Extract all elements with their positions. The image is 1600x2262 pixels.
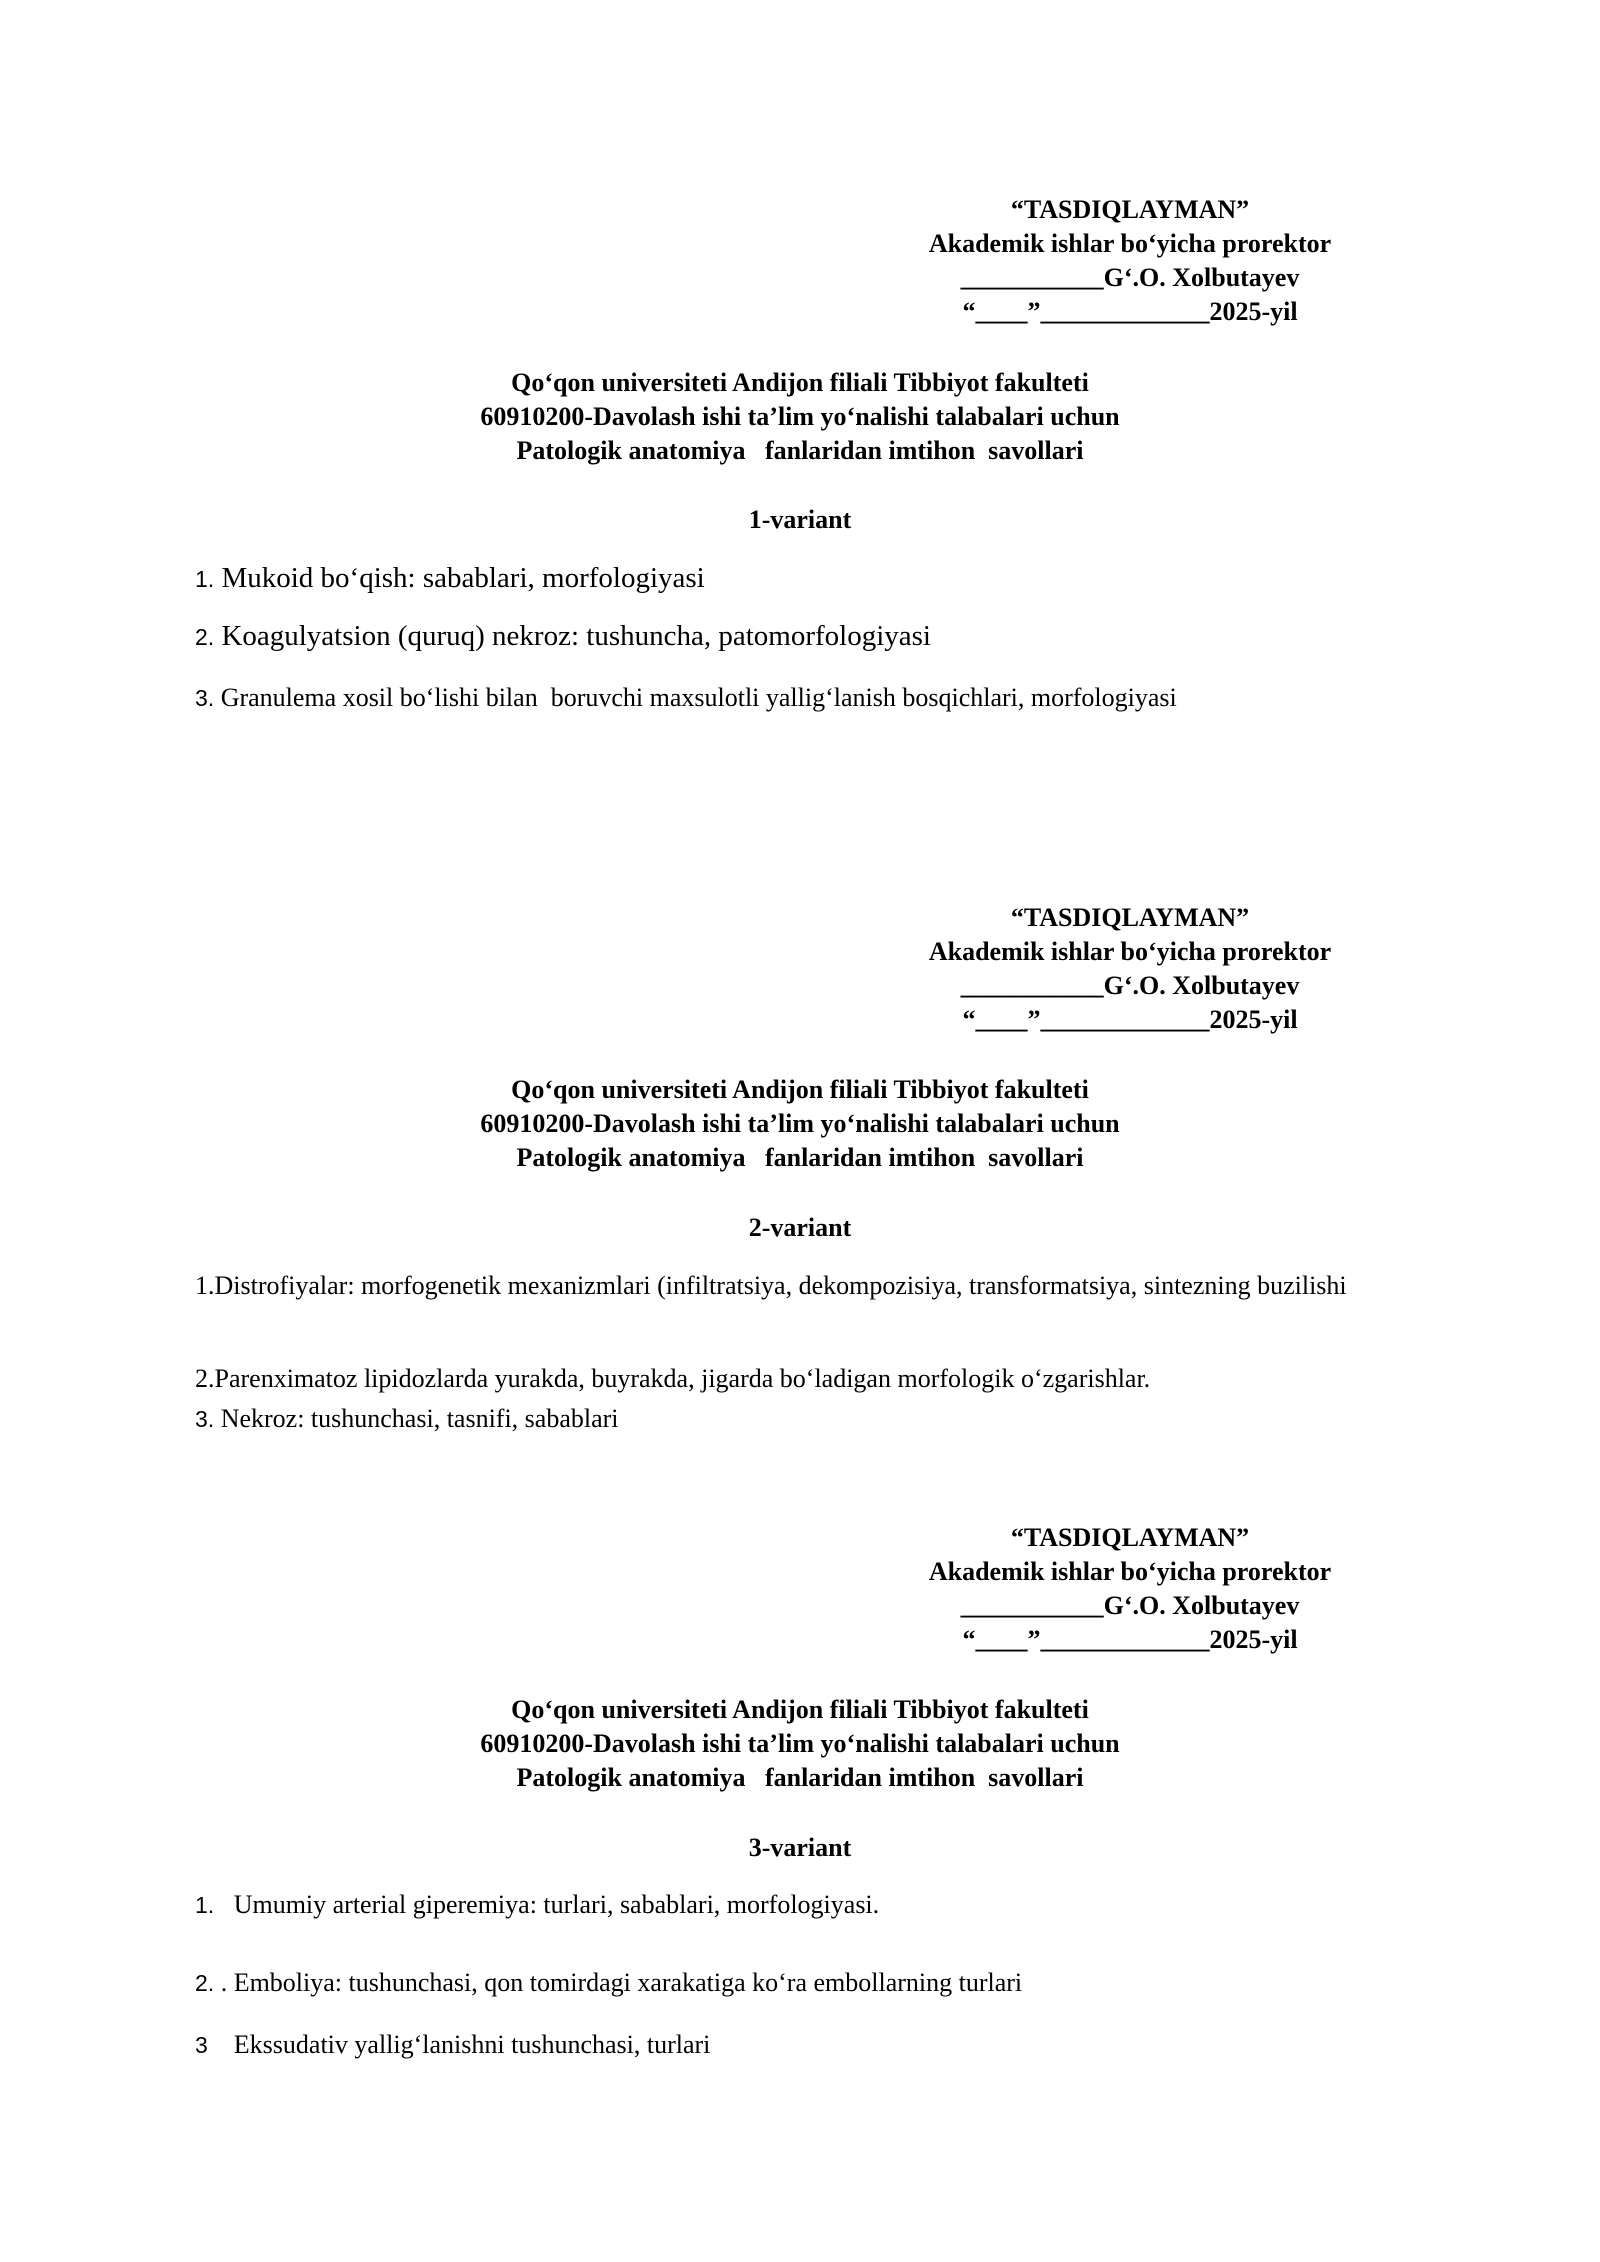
question-number: 3.	[195, 685, 215, 711]
heading-block-3	[300, 1693, 1300, 1795]
approval-block-1	[895, 193, 1365, 329]
question-number: 2.	[195, 1970, 215, 1996]
question-1-1	[195, 559, 1415, 598]
question-3-3	[195, 2026, 1415, 2064]
variant-title-3: 3-variant	[748, 1833, 852, 1862]
question-number: 3	[195, 2032, 208, 2058]
question-2-3	[195, 1400, 1415, 1438]
heading-block-1	[300, 366, 1300, 468]
approval-signature: ___________G‘.O. Xolbutayev	[960, 263, 1300, 292]
question-text: Nekroz: tushunchasi, tasnifi, sabablari	[214, 1404, 619, 1433]
question-text: 2.Parenximatoz lipidozlarda yurakda, buyrakda, jigarda bo‘ladigan morfologik o‘zgarishlar.	[195, 1364, 1151, 1393]
approval-title: “TASDIQLAYMAN”	[1010, 195, 1250, 224]
heading-line: Patologik anatomiya fanlaridan imtihon savollari	[516, 1143, 1084, 1172]
variant-title-1: 1-variant	[748, 505, 852, 534]
question-1-2	[195, 617, 1415, 656]
approval-signature: ___________G‘.O. Xolbutayev	[960, 971, 1300, 1000]
heading-line: 60910200-Davolash ishi ta’lim yo‘nalishi talabalari uchun	[480, 1109, 1120, 1138]
question-text: Umumiy arterial giperemiya: turlari, sabablari, morfologiyasi.	[214, 1890, 880, 1919]
approval-signature: ___________G‘.O. Xolbutayev	[960, 1591, 1300, 1620]
heading-line: Qo‘qon universiteti Andijon filiali Tibbiyot fakulteti	[511, 1695, 1089, 1724]
heading-line: Qo‘qon universiteti Andijon filiali Tibbiyot fakulteti	[511, 368, 1089, 397]
question-text: . Emboliya: tushunchasi, qon tomirdagi xarakatiga ko‘ra embollarning turlari	[214, 1968, 1023, 1997]
heading-line: 60910200-Davolash ishi ta’lim yo‘nalishi talabalari uchun	[480, 1729, 1120, 1758]
approval-block-2	[895, 901, 1365, 1037]
question-3-2	[195, 1964, 1415, 2002]
question-1-3	[195, 678, 1275, 718]
approval-position: Akademik ishlar bo‘yicha prorektor	[928, 1557, 1332, 1586]
heading-block-2	[300, 1073, 1300, 1175]
question-2-1	[195, 1267, 1415, 1305]
approval-position: Akademik ishlar bo‘yicha prorektor	[928, 229, 1332, 258]
question-number: 1.	[195, 566, 215, 592]
heading-line: 60910200-Davolash ishi ta’lim yo‘nalishi talabalari uchun	[480, 402, 1120, 431]
question-2-2	[195, 1360, 1415, 1398]
question-text: Granulema xosil bo‘lishi bilan boruvchi maxsulotli yallig‘lanish bosqichlari, morfologiyasi	[214, 683, 1177, 712]
approval-position: Akademik ishlar bo‘yicha prorektor	[928, 937, 1332, 966]
heading-line: Patologik anatomiya fanlaridan imtihon savollari	[516, 436, 1084, 465]
question-text: 1.Distrofiyalar: morfogenetik mexanizmlari (infiltratsiya, dekompozisiya, transformatsiya, sintezning buzilishi	[195, 1271, 1347, 1300]
approval-block-3	[895, 1521, 1365, 1657]
approval-date: “____”_____________2025-yil	[962, 1005, 1298, 1034]
heading-line: Qo‘qon universiteti Andijon filiali Tibbiyot fakulteti	[511, 1075, 1089, 1104]
question-text: Mukoid bo‘qish: sabablari, morfologiyasi	[214, 562, 705, 594]
heading-line: Patologik anatomiya fanlaridan imtihon savollari	[516, 1763, 1084, 1792]
approval-title: “TASDIQLAYMAN”	[1010, 1523, 1250, 1552]
question-text: Ekssudativ yallig‘lanishni tushunchasi, turlari	[207, 2030, 711, 2059]
variant-title-2: 2-variant	[748, 1213, 852, 1242]
question-number: 3.	[195, 1406, 215, 1432]
question-text: Koagulyatsion (quruq) nekroz: tushuncha, patomorfologiyasi	[214, 620, 931, 652]
approval-date: “____”_____________2025-yil	[962, 297, 1298, 326]
approval-title: “TASDIQLAYMAN”	[1010, 903, 1250, 932]
question-3-1	[195, 1886, 1415, 1924]
question-number: 2.	[195, 624, 215, 650]
question-number: 1.	[195, 1892, 215, 1918]
approval-date: “____”_____________2025-yil	[962, 1625, 1298, 1654]
